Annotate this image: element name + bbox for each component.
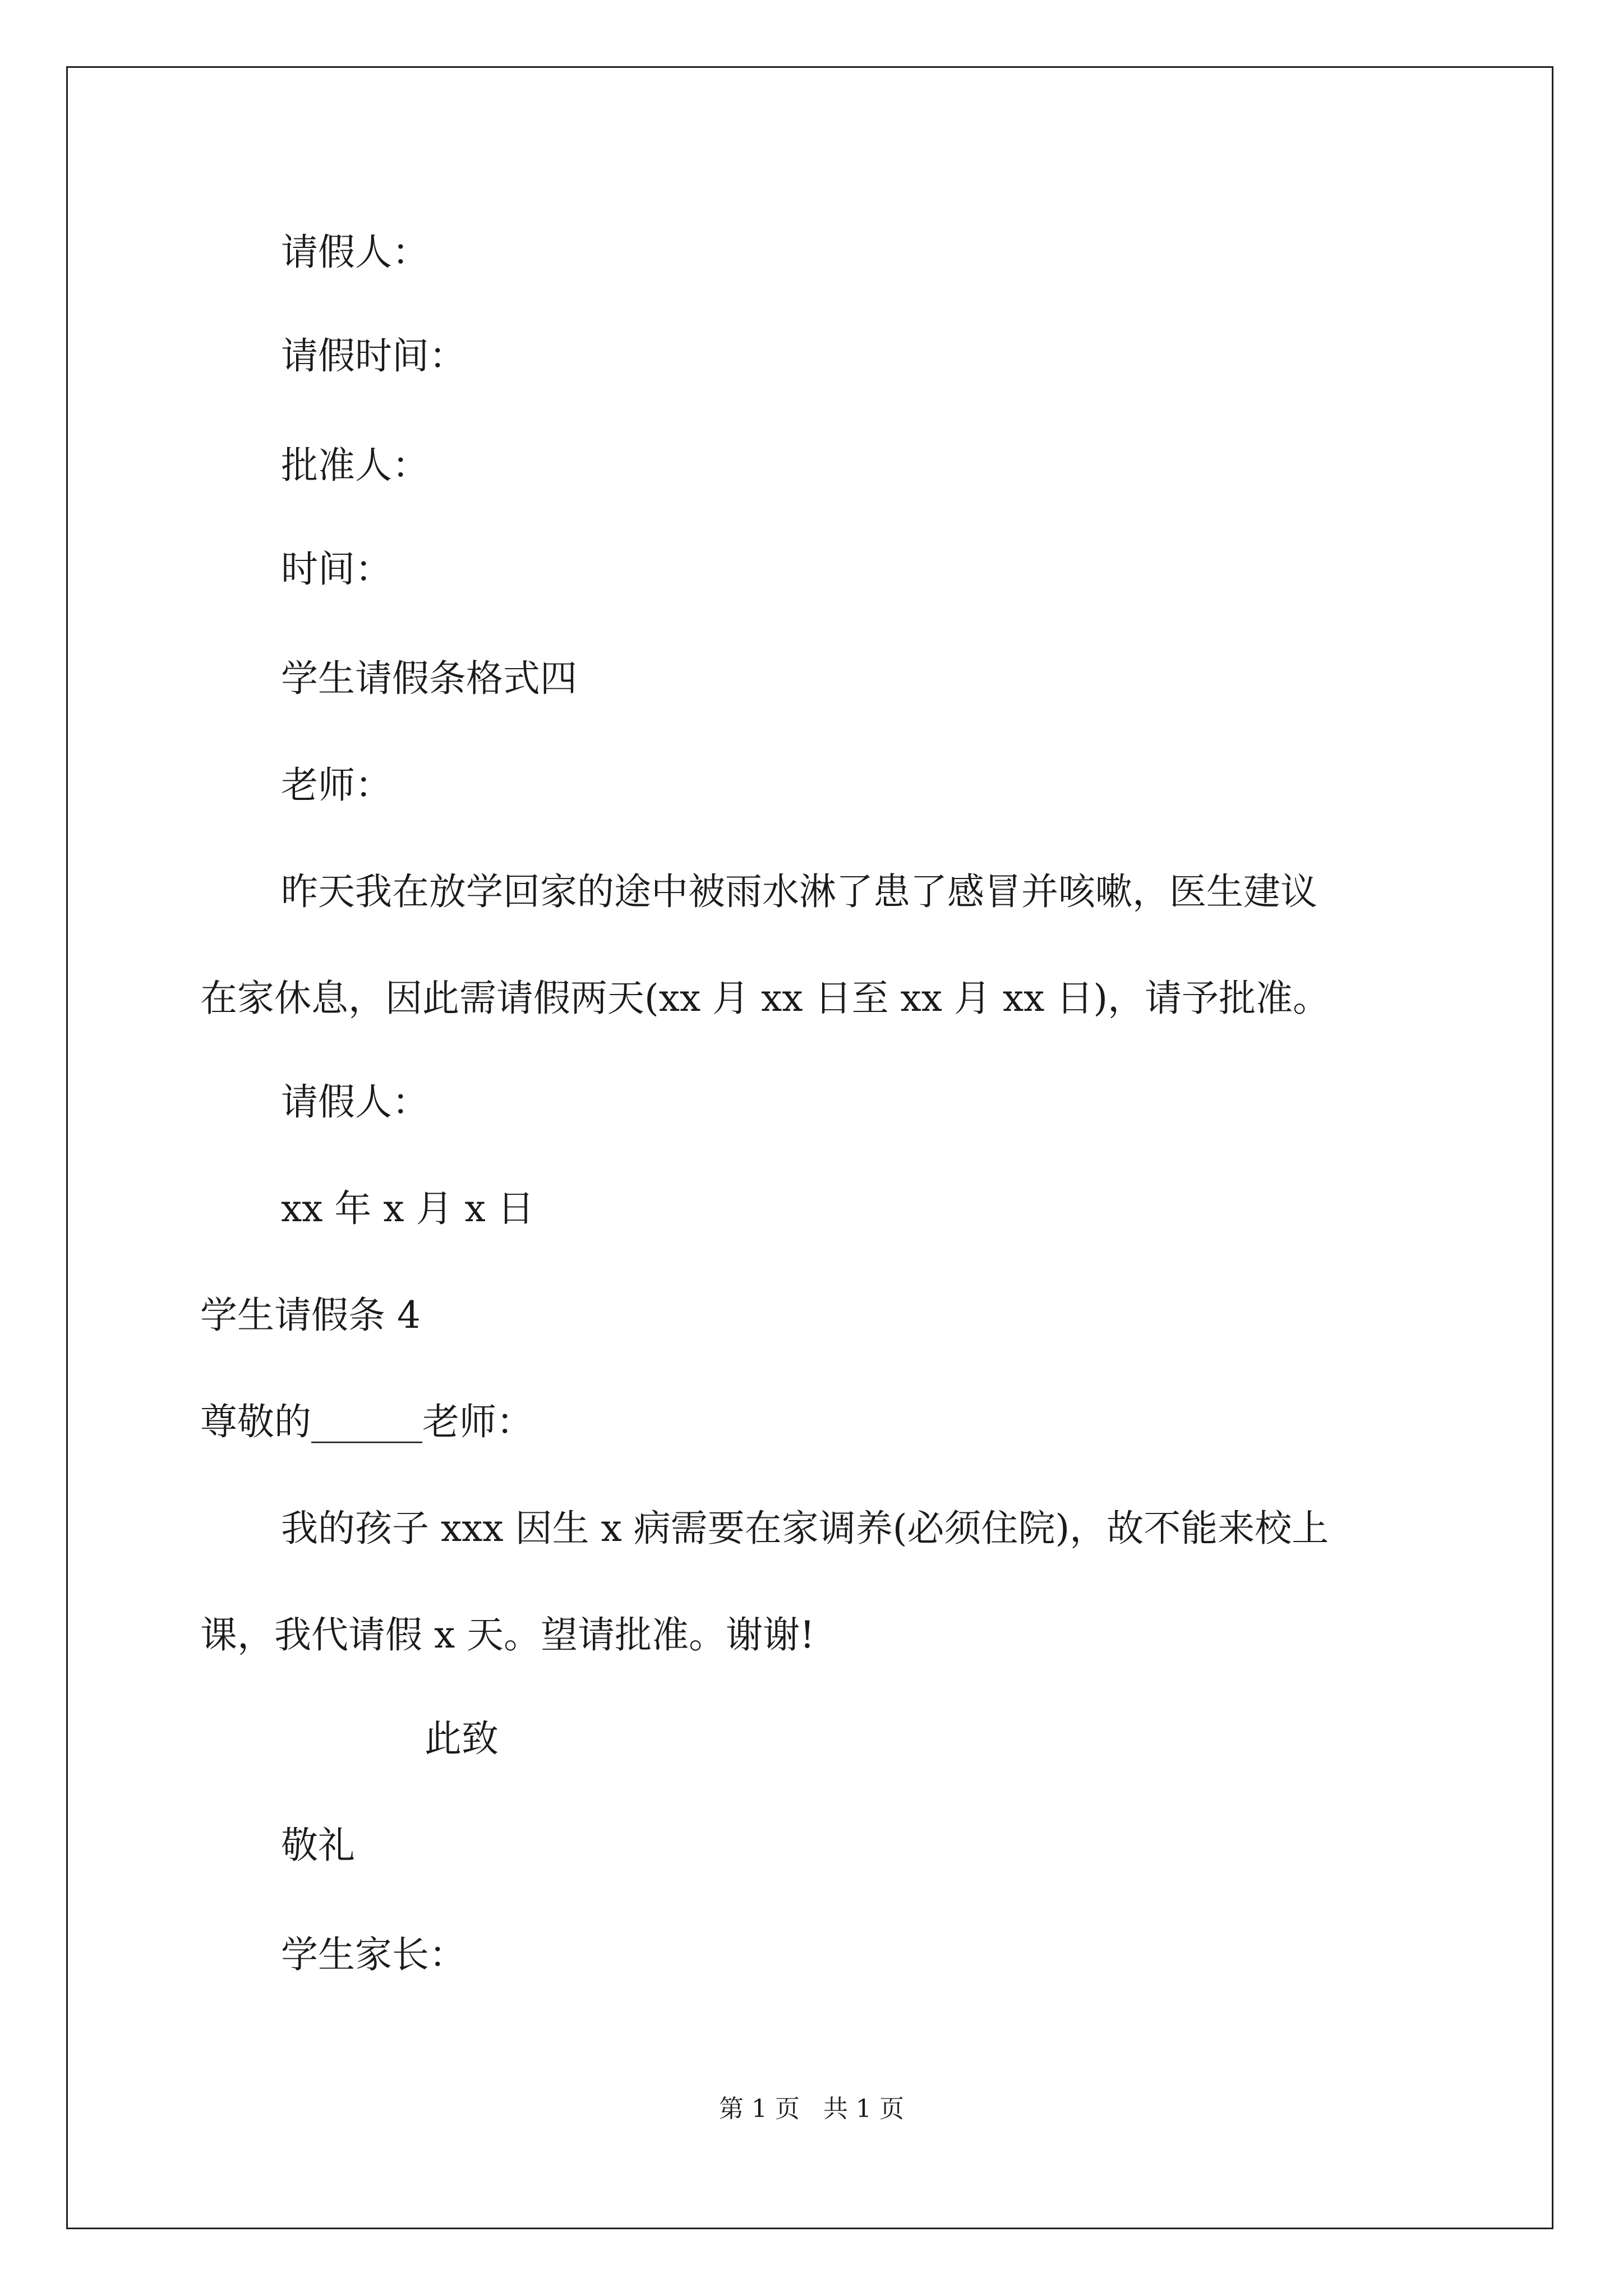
date-line: xx 年 x 月 x 日 — [281, 1187, 534, 1230]
section-heading-4: 学生请假条 4 — [200, 1294, 421, 1337]
leave-applicant-label: 请假人： — [281, 231, 429, 274]
closing-jing-li: 敬礼 — [281, 1824, 355, 1867]
page-footer: 第 1 页 共 1 页 — [719, 2095, 904, 2123]
leave-time-label: 请假时间： — [281, 334, 466, 378]
approver-label: 批准人： — [281, 444, 429, 487]
respectful-salutation: 尊敬的______老师： — [200, 1400, 533, 1443]
parent-signature-label: 学生家长： — [281, 1933, 466, 1976]
paragraph-line: 我的孩子 xxx 因生 x 病需要在家调养(必须住院)，故不能来校上 — [281, 1507, 1329, 1550]
time-label: 时间： — [281, 547, 392, 591]
closing-ci-zhi: 此致 — [425, 1717, 499, 1760]
section-title-format-four: 学生请假条格式四 — [281, 657, 577, 700]
paragraph-line: 课，我代请假 x 天。望请批准。谢谢! — [200, 1613, 815, 1657]
paragraph-line: 在家休息，因此需请假两天(xx 月 xx 日至 xx 月 xx 日)，请予批准。 — [200, 977, 1330, 1020]
page-frame — [66, 66, 1553, 2229]
teacher-salutation: 老师： — [281, 763, 392, 807]
paragraph-line: 昨天我在放学回家的途中被雨水淋了患了感冒并咳嗽，医生建议 — [281, 870, 1317, 913]
leave-applicant-label-2: 请假人： — [281, 1080, 429, 1124]
